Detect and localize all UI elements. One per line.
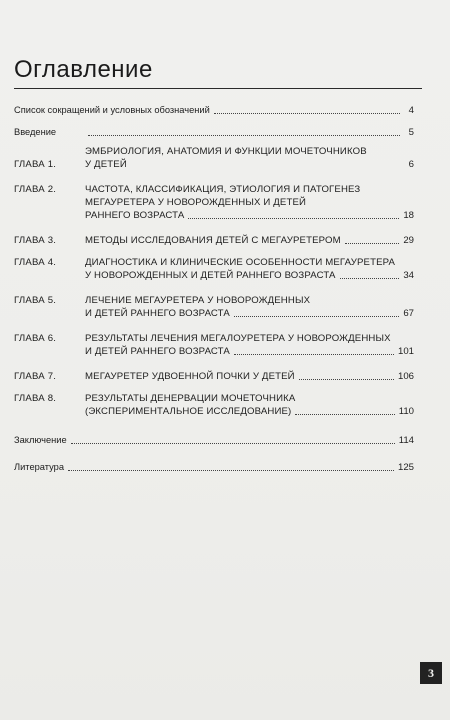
toc-entry-chapter-7[interactable]	[14, 370, 422, 383]
chapter-title	[85, 294, 422, 320]
toc-entry-introduction[interactable]	[14, 124, 422, 139]
chapter-number: ГЛАВА 4.	[14, 257, 57, 268]
chapter-title-line: У НОВОРОЖДЕННЫХ И ДЕТЕЙ РАННЕГО ВОЗРАСТА	[85, 270, 336, 281]
chapter-title-line: (ЭКСПЕРИМЕНТАЛЬНОЕ ИССЛЕДОВАНИЕ)	[85, 406, 292, 417]
chapter-title	[85, 183, 422, 222]
chapter-title-line: МЕТОДЫ ИССЛЕДОВАНИЯ ДЕТЕЙ С МЕГАУРЕТЕРОМ	[85, 235, 341, 246]
chapter-number: ГЛАВА 1.	[14, 159, 57, 170]
toc-page-number: 34	[403, 270, 414, 281]
chapter-title	[85, 145, 422, 171]
toc-page-number: 110	[398, 406, 414, 417]
chapter-title	[85, 332, 422, 358]
dot-leader	[68, 461, 394, 471]
heading-rule	[14, 88, 422, 89]
dot-leader	[88, 126, 400, 136]
page-heading: Оглавление	[14, 56, 153, 83]
toc-entry-chapter-2[interactable]	[14, 183, 422, 222]
dot-leader	[188, 209, 399, 219]
chapter-title-line: И ДЕТЕЙ РАННЕГО ВОЗРАСТА	[85, 308, 230, 319]
toc-page-number: 106	[397, 371, 414, 382]
toc-page-number: 125	[397, 462, 414, 473]
toc-label: Введение	[14, 127, 57, 137]
chapter-title-line: ДИАГНОСТИКА И КЛИНИЧЕСКИЕ ОСОБЕННОСТИ МЕГАУРЕТЕРА	[85, 257, 396, 268]
dot-leader	[71, 434, 395, 444]
toc-entry-abbreviations[interactable]	[14, 102, 422, 117]
dot-leader	[214, 104, 400, 114]
chapter-number: ГЛАВА 6.	[14, 333, 57, 344]
toc-entry-chapter-1[interactable]	[14, 145, 422, 171]
toc-entry-chapter-6[interactable]	[14, 332, 422, 358]
chapter-title-line: ЧАСТОТА, КЛАССИФИКАЦИЯ, ЭТИОЛОГИЯ И ПАТОГЕНЕЗ	[85, 184, 361, 195]
toc-entry-chapter-4[interactable]	[14, 256, 422, 282]
chapter-title	[85, 256, 422, 282]
table-of-contents	[14, 102, 422, 474]
chapter-number: ГЛАВА 7.	[14, 371, 57, 382]
toc-page-number: 5	[408, 127, 414, 138]
toc-entry-literature[interactable]	[14, 459, 422, 474]
chapter-title	[85, 234, 422, 247]
toc-page-number: 29	[403, 235, 414, 246]
chapter-title	[85, 370, 422, 383]
chapter-title-line: ЛЕЧЕНИЕ МЕГАУРЕТЕРА У НОВОРОЖДЕННЫХ	[85, 295, 311, 306]
chapter-number: ГЛАВА 8.	[14, 393, 57, 404]
chapter-title-line: МЕГАУРЕТЕРА У НОВОРОЖДЕННЫХ И ДЕТЕЙ	[85, 197, 307, 208]
dot-leader	[234, 307, 399, 317]
chapter-title-line: У ДЕТЕЙ	[85, 159, 127, 170]
toc-page-number: 101	[397, 346, 414, 357]
dot-leader	[345, 234, 400, 244]
chapter-title-line: МЕГАУРЕТЕР УДВОЕННОЙ ПОЧКИ У ДЕТЕЙ	[85, 371, 295, 382]
dot-leader	[234, 345, 394, 355]
chapter-title-line: ЭМБРИОЛОГИЯ, АНАТОМИЯ И ФУНКЦИИ МОЧЕТОЧНИКОВ	[85, 146, 367, 157]
toc-label: Заключение	[14, 435, 67, 445]
dot-leader	[340, 269, 400, 279]
toc-page-number: 18	[403, 210, 414, 221]
chapter-number: ГЛАВА 2.	[14, 184, 57, 195]
toc-entry-chapter-8[interactable]	[14, 392, 422, 418]
chapter-title-line: РЕЗУЛЬТАТЫ ЛЕЧЕНИЯ МЕГАЛОУРЕТЕРА У НОВОРОЖДЕННЫХ	[85, 333, 391, 344]
toc-entry-chapter-5[interactable]	[14, 294, 422, 320]
chapter-title-line: РАННЕГО ВОЗРАСТА	[85, 210, 185, 221]
toc-entry-conclusion[interactable]	[14, 432, 422, 447]
toc-page-number: 4	[408, 105, 414, 116]
toc-label: Список сокращений и условных обозначений	[14, 105, 210, 115]
dot-leader	[295, 405, 394, 415]
page-number-badge: 3	[420, 662, 442, 684]
chapter-title-line: И ДЕТЕЙ РАННЕГО ВОЗРАСТА	[85, 346, 230, 357]
toc-page-number: 114	[398, 435, 414, 446]
chapter-number: ГЛАВА 3.	[14, 235, 57, 246]
toc-page-number: 67	[403, 308, 414, 319]
toc-page-number: 6	[408, 159, 414, 170]
toc-entry-chapter-3[interactable]	[14, 234, 422, 247]
chapter-number: ГЛАВА 5.	[14, 295, 57, 306]
chapter-title	[85, 392, 422, 418]
chapter-title-line: РЕЗУЛЬТАТЫ ДЕНЕРВАЦИИ МОЧЕТОЧНИКА	[85, 393, 296, 404]
dot-leader	[299, 370, 394, 380]
toc-label: Литература	[14, 462, 65, 472]
